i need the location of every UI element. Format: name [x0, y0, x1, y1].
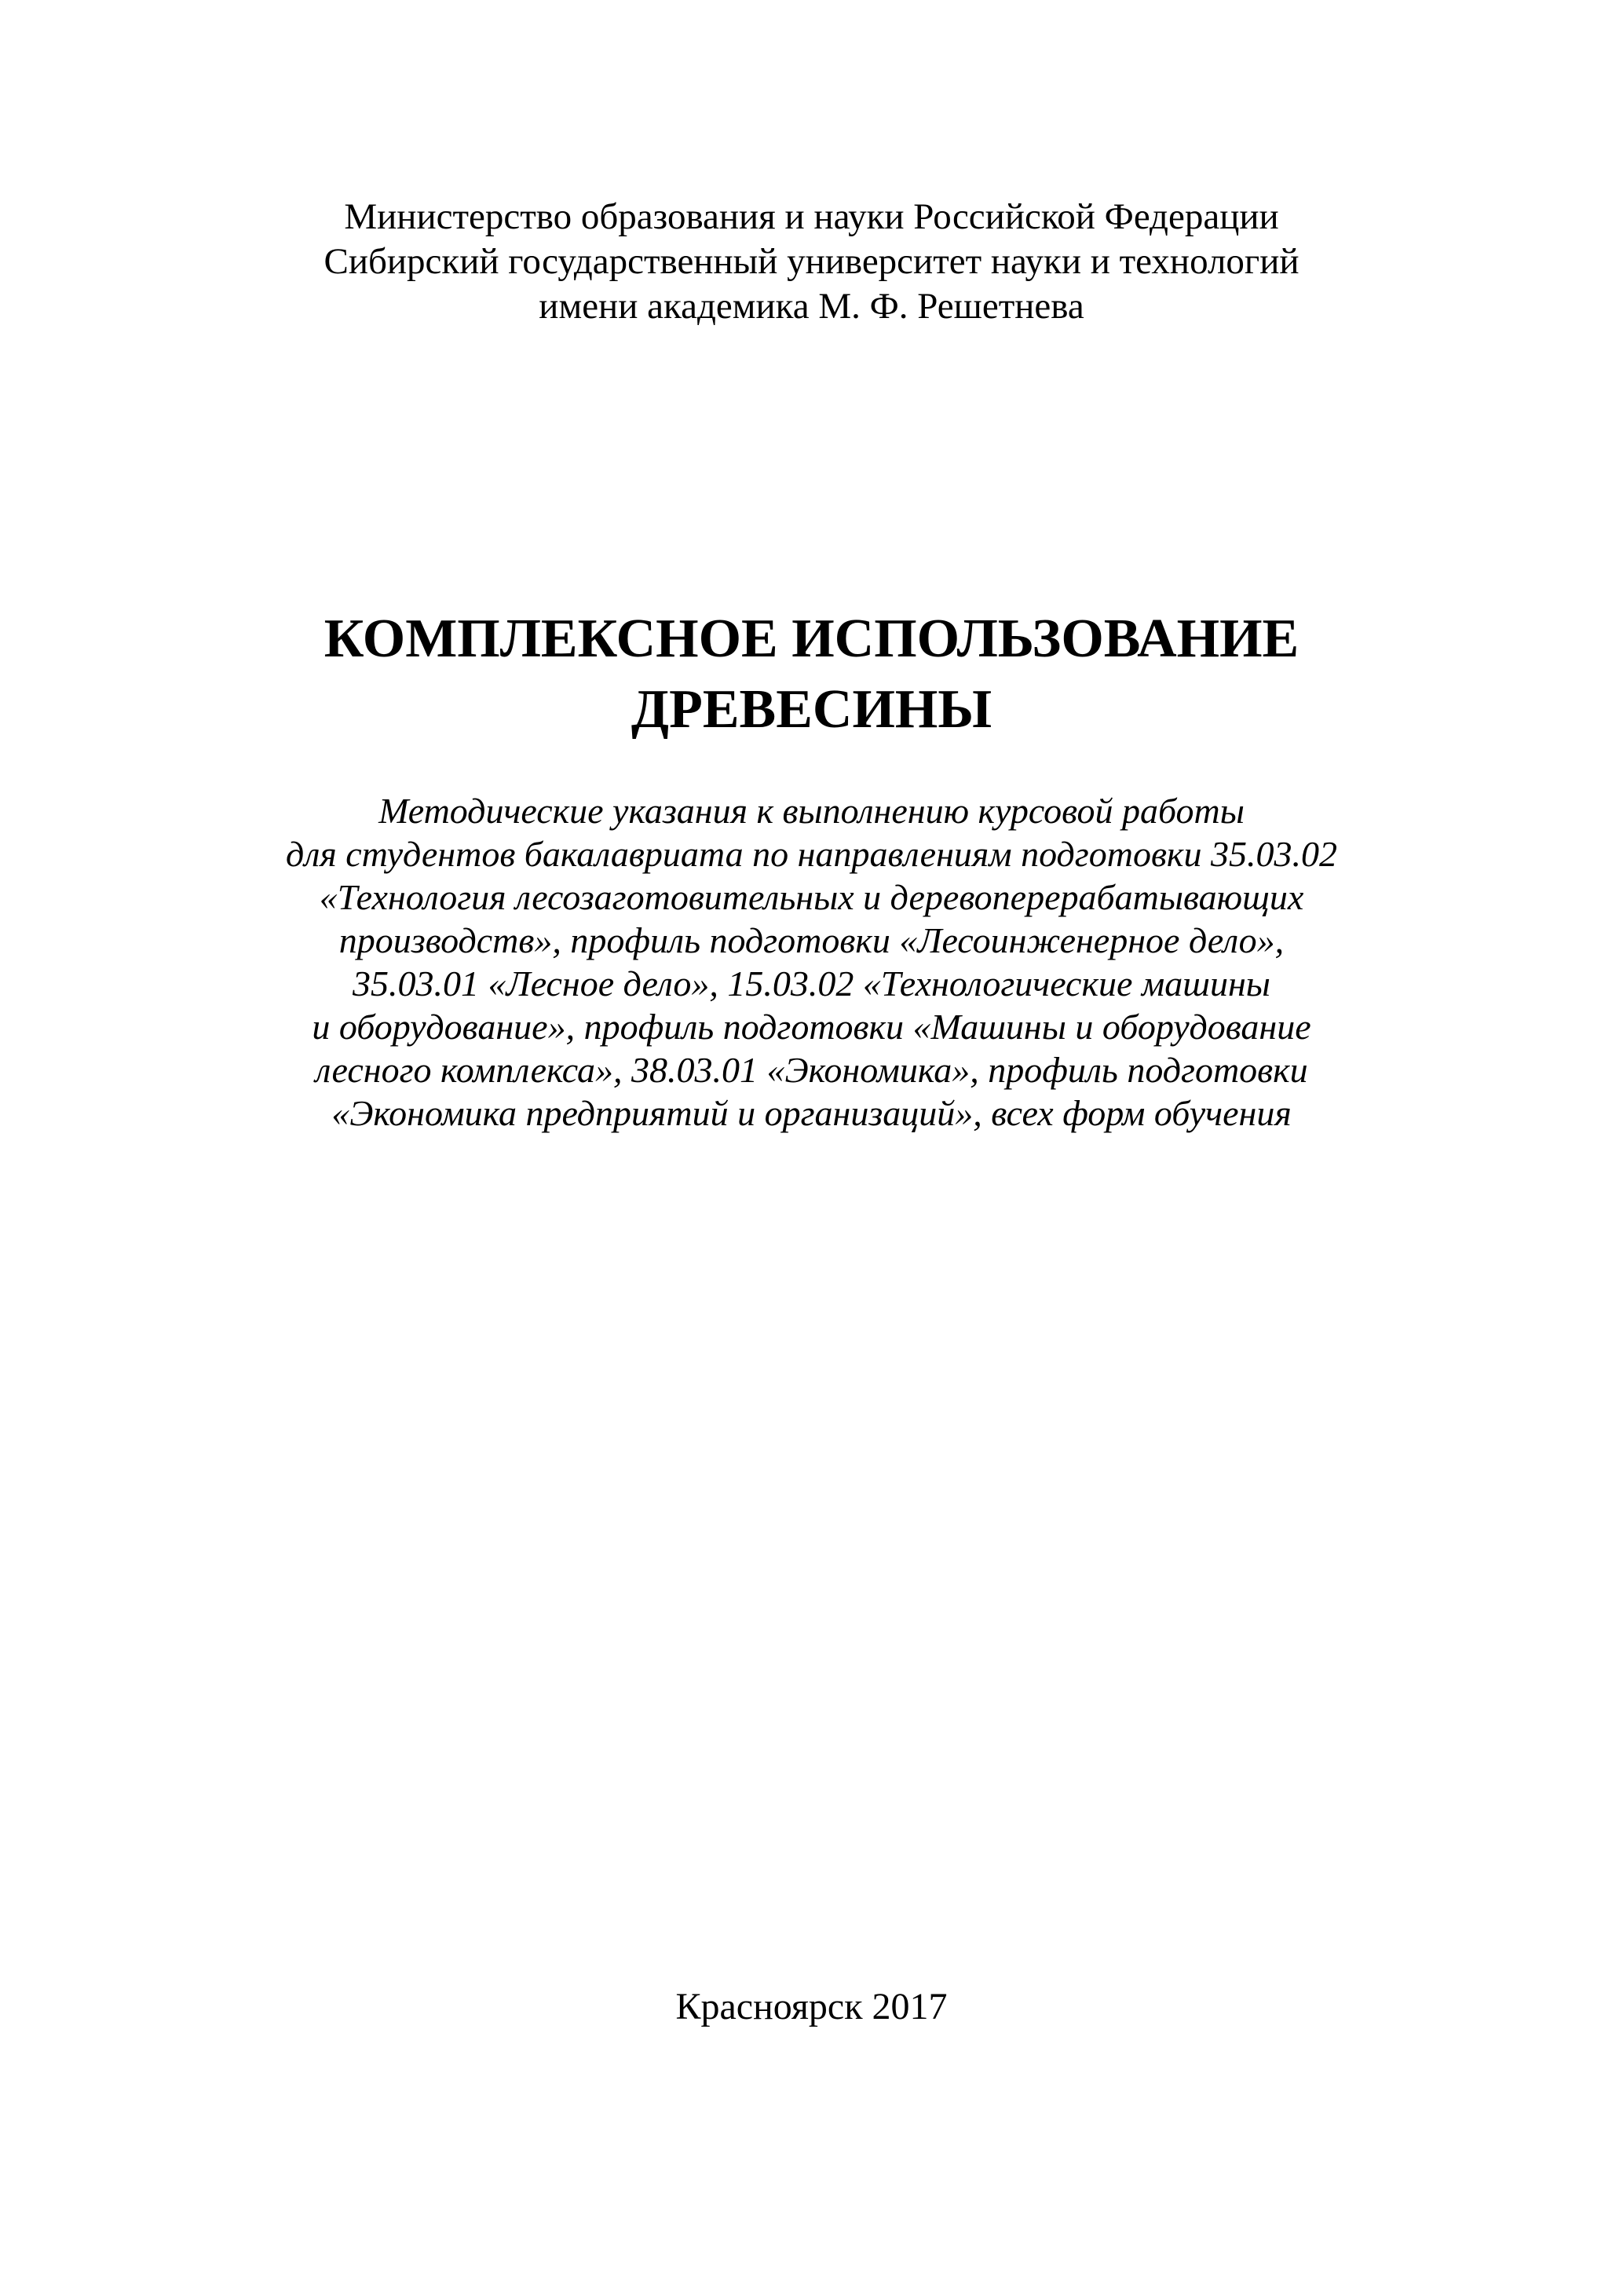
subtitle-line-7: лесного комплекса», 38.03.01 «Экономика», профиль подготовки — [315, 1050, 1308, 1090]
subtitle-line-6: и оборудование», профиль подготовки «Машины и оборудование — [312, 1007, 1311, 1047]
document-title-line-1: КОМПЛЕКСНОЕ ИСПОЛЬЗОВАНИЕ — [324, 609, 1299, 669]
subtitle-line-3: «Технология лесозаготовительных и деревоперерабатывающих — [319, 877, 1304, 917]
subtitle-line-1: Методические указания к выполнению курсовой работы — [378, 791, 1245, 831]
university-line: Сибирский государственный университет науки и технологий — [324, 241, 1299, 282]
document-title-line-2: ДРЕВЕСИНЫ — [631, 679, 992, 740]
ministry-line: Министерство образования и науки Российской Федерации — [344, 196, 1279, 237]
subtitle-line-8: «Экономика предприятий и организаций», всех форм обучения — [331, 1093, 1292, 1133]
subtitle-line-4: производств», профиль подготовки «Лесоинженерное дело», — [338, 920, 1285, 960]
subtitle-line-2: для студентов бакалавриата по направлениям подготовки 35.03.02 — [286, 834, 1337, 874]
university-name-line: имени академика М. Ф. Решетнева — [539, 286, 1084, 327]
subtitle-line-5: 35.03.01 «Лесное дело», 15.03.02 «Технологические машины — [353, 963, 1270, 1004]
city-year: Красноярск 2017 — [675, 1986, 948, 2027]
